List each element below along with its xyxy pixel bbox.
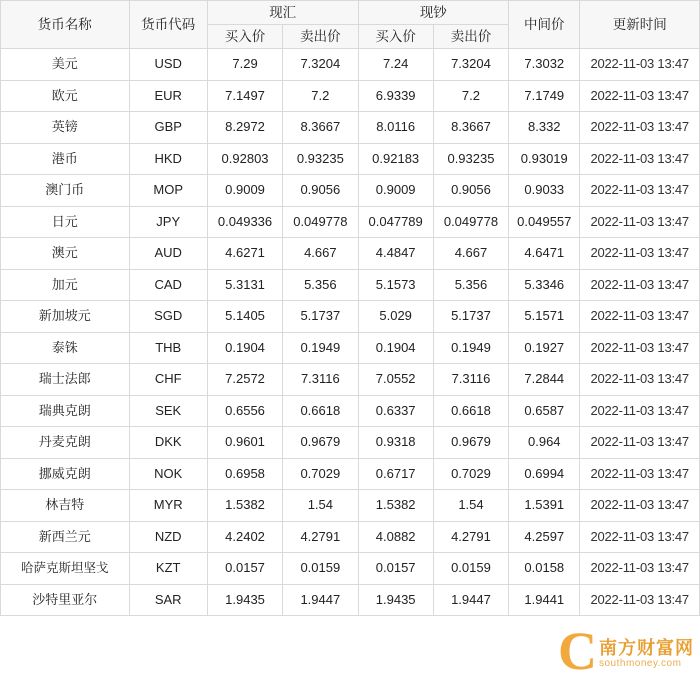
- cell-spot-buy: 8.2972: [207, 112, 282, 144]
- cell-currency-name: 丹麦克朗: [1, 427, 130, 459]
- cell-update-time: 2022-11-03 13:47: [580, 490, 700, 522]
- cell-update-time: 2022-11-03 13:47: [580, 49, 700, 81]
- table-header: [1, 1, 700, 49]
- cell-cash-buy: 4.0882: [358, 521, 433, 553]
- cell-spot-sell: 0.9056: [283, 175, 358, 207]
- cell-spot-buy: 4.6271: [207, 238, 282, 270]
- cell-cash-sell: 0.7029: [433, 458, 508, 490]
- table-row: [1, 490, 700, 522]
- cell-update-time: 2022-11-03 13:47: [580, 143, 700, 175]
- cell-spot-sell: 1.54: [283, 490, 358, 522]
- cell-update-time: 2022-11-03 13:47: [580, 301, 700, 333]
- cell-mid-rate: 0.0158: [509, 553, 580, 585]
- cell-update-time: 2022-11-03 13:47: [580, 584, 700, 616]
- cell-cash-buy: 0.9009: [358, 175, 433, 207]
- cell-spot-buy: 5.1405: [207, 301, 282, 333]
- cell-update-time: 2022-11-03 13:47: [580, 427, 700, 459]
- cell-mid-rate: 0.049557: [509, 206, 580, 238]
- cell-cash-buy: 6.9339: [358, 80, 433, 112]
- cell-cash-sell: 7.2: [433, 80, 508, 112]
- cell-cash-buy: 7.0552: [358, 364, 433, 396]
- cell-spot-sell: 0.7029: [283, 458, 358, 490]
- cell-currency-name: 新加坡元: [1, 301, 130, 333]
- table-row: [1, 332, 700, 364]
- header-currency-code: 货币代码: [129, 1, 207, 49]
- cell-currency-code: HKD: [129, 143, 207, 175]
- cell-currency-name: 澳元: [1, 238, 130, 270]
- header-currency-name: 货币名称: [1, 1, 130, 49]
- table-row: [1, 584, 700, 616]
- table-row: [1, 395, 700, 427]
- cell-update-time: 2022-11-03 13:47: [580, 80, 700, 112]
- table-row: [1, 427, 700, 459]
- cell-cash-sell: 0.6618: [433, 395, 508, 427]
- cell-update-time: 2022-11-03 13:47: [580, 332, 700, 364]
- cell-currency-name: 港币: [1, 143, 130, 175]
- cell-spot-buy: 1.5382: [207, 490, 282, 522]
- cell-update-time: 2022-11-03 13:47: [580, 238, 700, 270]
- cell-currency-code: MYR: [129, 490, 207, 522]
- cell-spot-sell: 5.356: [283, 269, 358, 301]
- cell-currency-code: NZD: [129, 521, 207, 553]
- cell-currency-code: KZT: [129, 553, 207, 585]
- cell-update-time: 2022-11-03 13:47: [580, 521, 700, 553]
- cell-spot-buy: 0.1904: [207, 332, 282, 364]
- cell-mid-rate: 8.332: [509, 112, 580, 144]
- cell-mid-rate: 7.2844: [509, 364, 580, 396]
- table-row: [1, 80, 700, 112]
- cell-currency-name: 欧元: [1, 80, 130, 112]
- cell-spot-sell: 0.049778: [283, 206, 358, 238]
- cell-cash-sell: 8.3667: [433, 112, 508, 144]
- cell-mid-rate: 0.9033: [509, 175, 580, 207]
- cell-mid-rate: 7.1749: [509, 80, 580, 112]
- cell-update-time: 2022-11-03 13:47: [580, 206, 700, 238]
- cell-currency-code: MOP: [129, 175, 207, 207]
- table-row: [1, 206, 700, 238]
- cell-currency-name: 美元: [1, 49, 130, 81]
- cell-spot-sell: 0.1949: [283, 332, 358, 364]
- table-row: [1, 49, 700, 81]
- cell-update-time: 2022-11-03 13:47: [580, 175, 700, 207]
- cell-mid-rate: 5.1571: [509, 301, 580, 333]
- table-row: [1, 521, 700, 553]
- cell-mid-rate: 1.5391: [509, 490, 580, 522]
- watermark-site-domain: southmoney.com: [599, 658, 682, 669]
- header-update-time: 更新时间: [580, 1, 700, 49]
- cell-cash-buy: 1.5382: [358, 490, 433, 522]
- header-cash-buy: 买入价: [358, 25, 433, 49]
- cell-update-time: 2022-11-03 13:47: [580, 364, 700, 396]
- cell-mid-rate: 0.964: [509, 427, 580, 459]
- cell-spot-buy: 4.2402: [207, 521, 282, 553]
- cell-currency-code: SGD: [129, 301, 207, 333]
- cell-spot-sell: 4.2791: [283, 521, 358, 553]
- cell-currency-code: CHF: [129, 364, 207, 396]
- cell-cash-sell: 0.049778: [433, 206, 508, 238]
- table-row: [1, 112, 700, 144]
- cell-currency-name: 沙特里亚尔: [1, 584, 130, 616]
- cell-cash-sell: 4.2791: [433, 521, 508, 553]
- cell-currency-code: JPY: [129, 206, 207, 238]
- cell-spot-sell: 5.1737: [283, 301, 358, 333]
- cell-cash-buy: 0.6717: [358, 458, 433, 490]
- cell-cash-sell: 5.1737: [433, 301, 508, 333]
- cell-mid-rate: 1.9441: [509, 584, 580, 616]
- cell-spot-sell: 0.9679: [283, 427, 358, 459]
- cell-mid-rate: 7.3032: [509, 49, 580, 81]
- cell-cash-sell: 5.356: [433, 269, 508, 301]
- cell-spot-buy: 0.9009: [207, 175, 282, 207]
- cell-cash-sell: 7.3204: [433, 49, 508, 81]
- cell-mid-rate: 0.93019: [509, 143, 580, 175]
- watermark-text: [599, 639, 694, 674]
- cell-currency-name: 林吉特: [1, 490, 130, 522]
- cell-spot-sell: 7.3116: [283, 364, 358, 396]
- cell-cash-sell: 1.54: [433, 490, 508, 522]
- header-cash-sell: 卖出价: [433, 25, 508, 49]
- cell-spot-buy: 0.6556: [207, 395, 282, 427]
- cell-cash-sell: 0.0159: [433, 553, 508, 585]
- cell-cash-buy: 5.1573: [358, 269, 433, 301]
- cell-spot-sell: 1.9447: [283, 584, 358, 616]
- cell-currency-name: 泰铢: [1, 332, 130, 364]
- site-watermark: [558, 621, 694, 681]
- header-mid-rate: 中间价: [509, 1, 580, 49]
- cell-currency-code: USD: [129, 49, 207, 81]
- cell-currency-name: 瑞士法郎: [1, 364, 130, 396]
- cell-spot-buy: 7.2572: [207, 364, 282, 396]
- cell-mid-rate: 0.1927: [509, 332, 580, 364]
- header-cash-group: 现钞: [358, 1, 509, 25]
- cell-cash-sell: 0.93235: [433, 143, 508, 175]
- header-spot-group: 现汇: [207, 1, 358, 25]
- cell-spot-buy: 5.3131: [207, 269, 282, 301]
- cell-mid-rate: 4.2597: [509, 521, 580, 553]
- cell-currency-code: NOK: [129, 458, 207, 490]
- table-row: [1, 143, 700, 175]
- cell-currency-name: 哈萨克斯坦坚戈: [1, 553, 130, 585]
- cell-cash-buy: 0.0157: [358, 553, 433, 585]
- watermark-site-name: 南方财富网: [599, 638, 694, 658]
- cell-currency-code: GBP: [129, 112, 207, 144]
- cell-cash-sell: 1.9447: [433, 584, 508, 616]
- cell-cash-buy: 0.6337: [358, 395, 433, 427]
- cell-spot-buy: 7.1497: [207, 80, 282, 112]
- cell-mid-rate: 0.6994: [509, 458, 580, 490]
- cell-currency-code: SAR: [129, 584, 207, 616]
- table-row: [1, 301, 700, 333]
- cell-currency-code: CAD: [129, 269, 207, 301]
- cell-cash-buy: 0.1904: [358, 332, 433, 364]
- table-row: [1, 269, 700, 301]
- cell-cash-sell: 4.667: [433, 238, 508, 270]
- cell-spot-buy: 0.9601: [207, 427, 282, 459]
- cell-currency-name: 澳门币: [1, 175, 130, 207]
- cell-update-time: 2022-11-03 13:47: [580, 458, 700, 490]
- cell-spot-buy: 0.049336: [207, 206, 282, 238]
- cell-spot-sell: 4.667: [283, 238, 358, 270]
- cell-currency-name: 挪威克朗: [1, 458, 130, 490]
- cell-spot-sell: 8.3667: [283, 112, 358, 144]
- cell-currency-name: 加元: [1, 269, 130, 301]
- cell-currency-code: THB: [129, 332, 207, 364]
- table-row: [1, 364, 700, 396]
- cell-update-time: 2022-11-03 13:47: [580, 395, 700, 427]
- table-row: [1, 458, 700, 490]
- cell-currency-name: 新西兰元: [1, 521, 130, 553]
- cell-cash-buy: 8.0116: [358, 112, 433, 144]
- cell-cash-buy: 0.047789: [358, 206, 433, 238]
- cell-cash-sell: 7.3116: [433, 364, 508, 396]
- cell-currency-name: 英镑: [1, 112, 130, 144]
- watermark-logo-icon: C: [558, 621, 597, 681]
- cell-spot-sell: 7.2: [283, 80, 358, 112]
- cell-cash-sell: 0.1949: [433, 332, 508, 364]
- cell-spot-sell: 0.93235: [283, 143, 358, 175]
- cell-cash-buy: 1.9435: [358, 584, 433, 616]
- cell-currency-code: EUR: [129, 80, 207, 112]
- cell-spot-buy: 1.9435: [207, 584, 282, 616]
- cell-mid-rate: 0.6587: [509, 395, 580, 427]
- table-row: [1, 175, 700, 207]
- cell-cash-buy: 7.24: [358, 49, 433, 81]
- header-spot-buy: 买入价: [207, 25, 282, 49]
- header-spot-sell: 卖出价: [283, 25, 358, 49]
- cell-mid-rate: 4.6471: [509, 238, 580, 270]
- cell-cash-buy: 0.9318: [358, 427, 433, 459]
- cell-spot-buy: 0.92803: [207, 143, 282, 175]
- cell-cash-sell: 0.9679: [433, 427, 508, 459]
- cell-update-time: 2022-11-03 13:47: [580, 112, 700, 144]
- cell-spot-sell: 7.3204: [283, 49, 358, 81]
- table-row: [1, 553, 700, 585]
- cell-cash-buy: 5.029: [358, 301, 433, 333]
- cell-update-time: 2022-11-03 13:47: [580, 269, 700, 301]
- cell-spot-sell: 0.6618: [283, 395, 358, 427]
- cell-mid-rate: 5.3346: [509, 269, 580, 301]
- cell-currency-code: DKK: [129, 427, 207, 459]
- cell-spot-buy: 7.29: [207, 49, 282, 81]
- cell-spot-buy: 0.6958: [207, 458, 282, 490]
- cell-cash-sell: 0.9056: [433, 175, 508, 207]
- cell-currency-name: 瑞典克朗: [1, 395, 130, 427]
- cell-cash-buy: 0.92183: [358, 143, 433, 175]
- cell-currency-code: SEK: [129, 395, 207, 427]
- table-body: [1, 49, 700, 616]
- cell-update-time: 2022-11-03 13:47: [580, 553, 700, 585]
- table-row: [1, 238, 700, 270]
- cell-currency-name: 日元: [1, 206, 130, 238]
- cell-spot-buy: 0.0157: [207, 553, 282, 585]
- cell-currency-code: AUD: [129, 238, 207, 270]
- cell-spot-sell: 0.0159: [283, 553, 358, 585]
- cell-cash-buy: 4.4847: [358, 238, 433, 270]
